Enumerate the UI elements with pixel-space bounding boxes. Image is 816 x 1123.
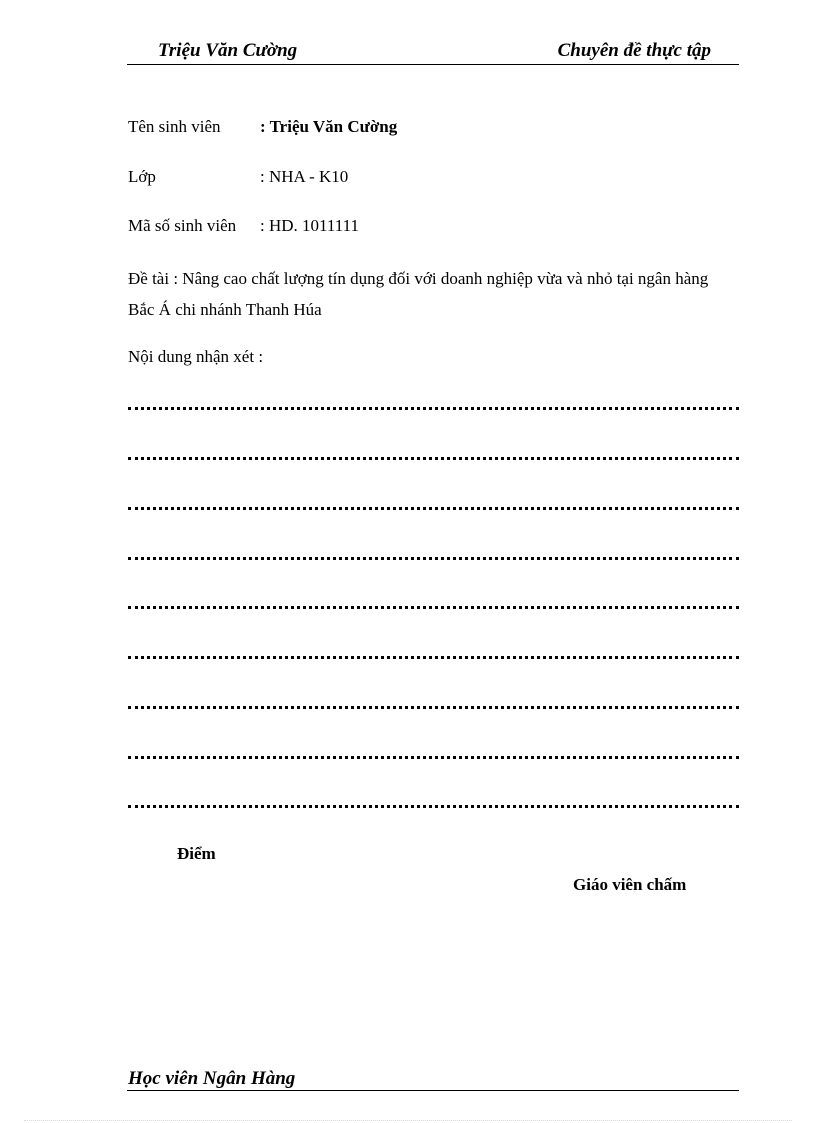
comment-line <box>128 756 739 759</box>
comment-line <box>128 805 739 808</box>
comments-label: Nội dung nhận xét : <box>128 347 264 366</box>
footer-institution: Học viên Ngân Hàng <box>128 1068 296 1089</box>
comment-line <box>128 407 739 410</box>
comment-line <box>128 706 739 709</box>
header-report-type: Chuyên đề thực tập <box>557 40 711 61</box>
field-student-id-label: Mã số sinh viên <box>128 216 237 235</box>
topic-paragraph: Đề tài : Nâng cao chất lượng tín dụng đối với doanh nghiệp vừa và nhỏ tại ngân hàng Bắc Á chi nhánh Thanh Húa <box>128 269 709 319</box>
field-class-label: Lớp <box>128 167 156 186</box>
comment-line <box>128 507 739 510</box>
running-header <box>127 38 739 65</box>
field-student-name-label: Tên sinh viên <box>128 117 221 136</box>
field-student-name-value: : Triệu Văn Cường <box>260 117 398 136</box>
comment-line <box>128 457 739 460</box>
score-label: Điểm <box>177 844 216 863</box>
page-edge-divider <box>24 1120 792 1121</box>
running-footer <box>127 1068 739 1091</box>
field-student-id-value: : HD. 1011111 <box>260 216 360 235</box>
header-author: Triệu Văn Cường <box>158 40 298 61</box>
field-class-value: : NHA - K10 <box>260 167 349 186</box>
grader-label: Giáo viên chấm <box>573 875 687 894</box>
comment-line <box>128 606 739 609</box>
comment-line <box>128 557 739 560</box>
comment-line <box>128 656 739 659</box>
